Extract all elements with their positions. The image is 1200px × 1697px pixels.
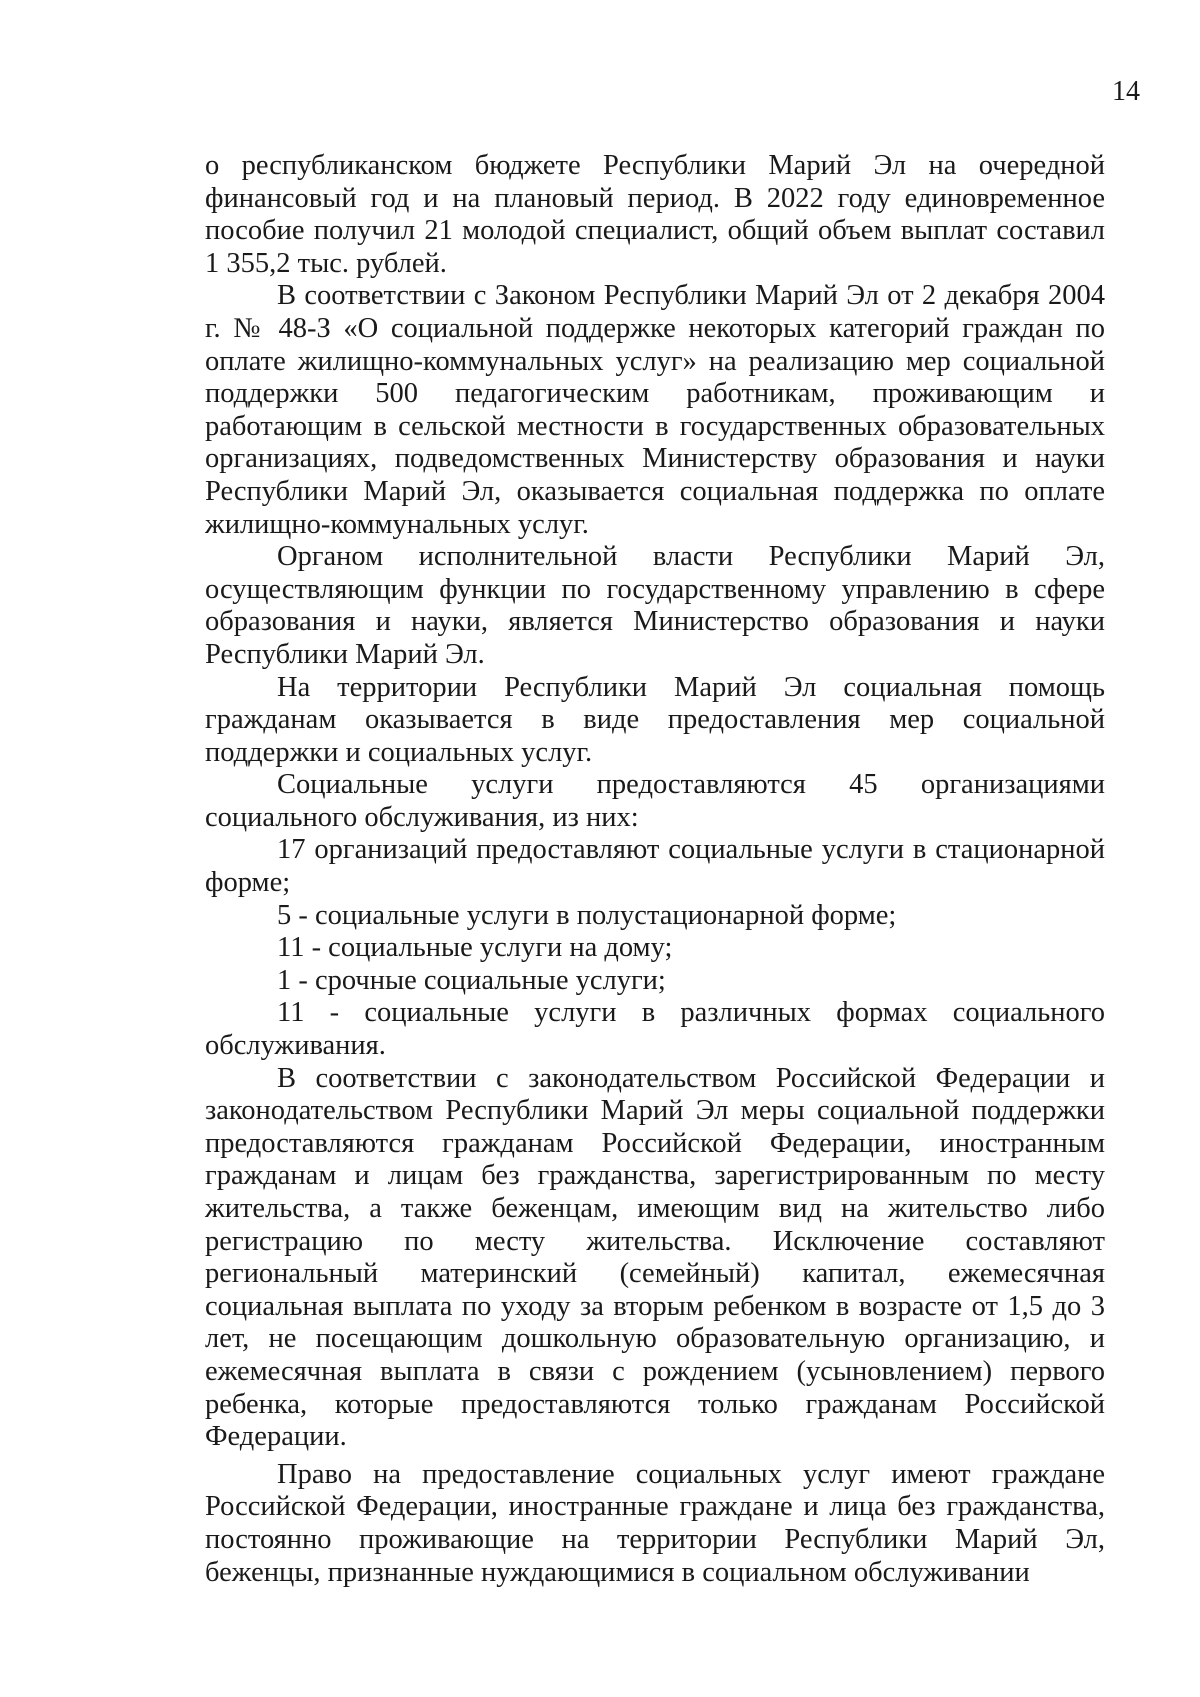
list-item-semi-stationary: 5 - социальные услуги в полустационарной форме;	[277, 899, 897, 931]
paragraph-right-to-services: Право на предоставление социальных услуг имеют граждане Российской Федерации, иностранные граждане и лица без гражданства, постоянно проживающие на территории Республики Марий Эл, беженцы, признанные нуждающимися в социальном обслуживании	[205, 1458, 1105, 1588]
paragraph-budget-continuation: о республиканском бюджете Республики Марий Эл на очередной финансовый год и на плановый период. В 2022 году единовременное пособие получил 21 молодой специалист, общий объем выплат составил 1 355,2 тыс. рублей.	[205, 150, 1105, 279]
list-item-home-services: 11 - социальные услуги на дому;	[277, 932, 673, 964]
list-item-stationary: 17 организаций предоставляют социальные услуги в стационарной форме;	[205, 834, 1105, 899]
paragraph-housing-support-law: В соответствии с Законом Республики Марий Эл от 2 декабря 2004 г. № 48-З «О социальной поддержке некоторых категорий граждан по оплате жилищно-коммунальных услуг» на реализацию мер социальной поддержки 500 педагогическим работникам, проживающим и работающим в сельской местности в государственных образовательных организациях, подведомственных Министерству образования и науки Республики Марий Эл, оказывается социальная поддержка по оплате жилищно-коммунальных услуг.	[205, 280, 1105, 540]
document-body	[205, 150, 1105, 1589]
paragraph-legislation-eligibility: В соответствии с законодательством Российской Федерации и законодательством Республики Марий Эл меры социальной поддержки предоставляются гражданам Российской Федерации, иностранным гражданам и лицам без гражданства, зарегистрированным по месту жительства, а также беженцам, имеющим вид на жительство либо регистрацию по месту жительства. Исключение составляют региональный материнский (семейный) капитал, ежемесячная социальная выплата по уходу за вторым ребенком в возрасте от 1,5 до 3 лет, не посещающим дошкольную образовательную организацию, и ежемесячная выплата в связи с рождением (усыновлением) первого ребенка, которые предоставляются только гражданам Российской Федерации.	[205, 1062, 1105, 1453]
page-number: 14	[1112, 76, 1140, 107]
list-item-various-forms: 11 - социальные услуги в различных формах социального обслуживания.	[205, 997, 1105, 1062]
paragraph-social-assistance: На территории Республики Марий Эл социальная помощь гражданам оказывается в виде предоставления мер социальной поддержки и социальных услуг.	[205, 671, 1105, 768]
list-item-urgent-services: 1 - срочные социальные услуги;	[277, 964, 666, 996]
paragraph-social-services-intro: Социальные услуги предоставляются 45 организациями социального обслуживания, из них:	[205, 769, 1105, 833]
paragraph-executive-authority: Органом исполнительной власти Республики Марий Эл, осуществляющим функции по государственному управлению в сфере образования и науки, является Министерство образования и науки Республики Марий Эл.	[205, 541, 1105, 670]
